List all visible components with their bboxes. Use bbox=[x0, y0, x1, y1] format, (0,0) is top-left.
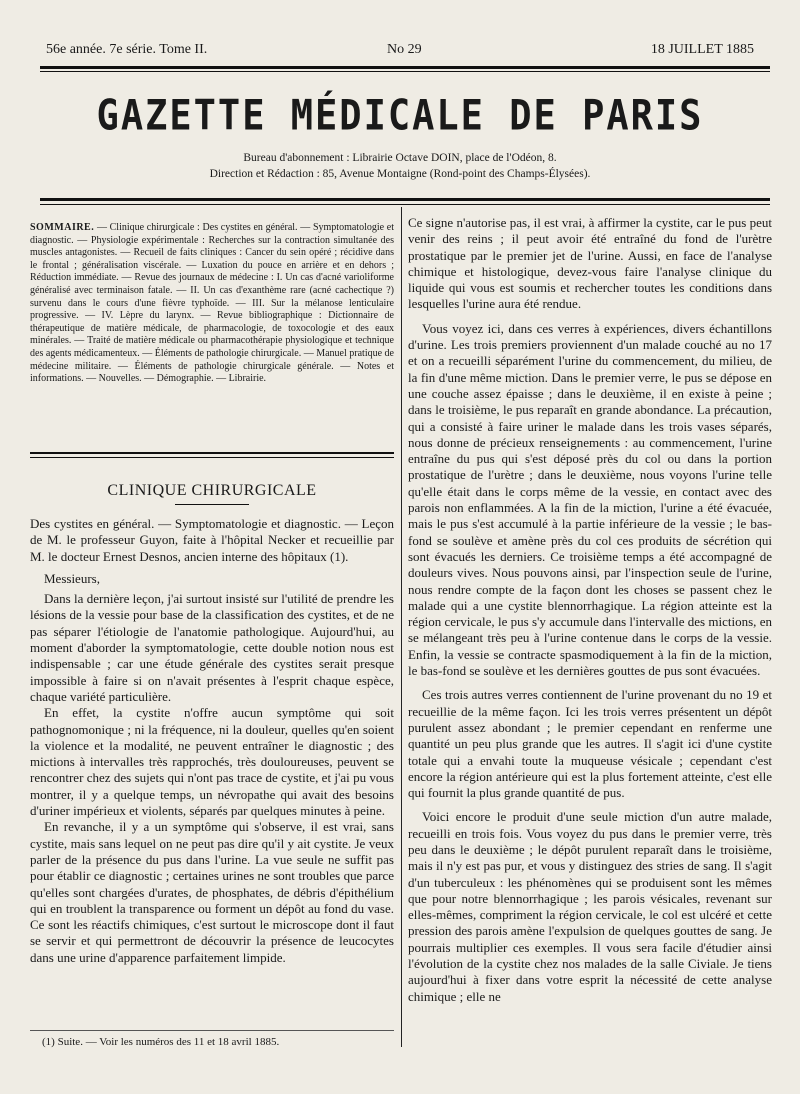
sommaire-rule bbox=[30, 452, 394, 454]
paragraph: Dans la dernière leçon, j'ai surtout insisté sur l'utilité de prendre les lésions de la vessie pour base de la classification des cystites, et de ne pas séparer l'étiologie de l'anatomie pathologique. Aujourd'hui, au moment d'aborder la symptomatologie, cette double notion nous est indispensable ; car une étude générale des cystites serait presque impossible à faire si on n'avait présentes à l'esprit chaque espèce, chaque variété particulière. bbox=[30, 591, 394, 704]
salutation: Messieurs, bbox=[44, 570, 100, 586]
sommaire-rule-thin bbox=[30, 457, 394, 458]
article-right-column bbox=[408, 215, 772, 1013]
paragraph: En effet, la cystite n'offre aucun symptôme qui soit pathognomonique ; ni la fréquence, ni la douleur, quelles qu'en soient la violence et la modalité, ne peuvent entraîner le diagnostic ; des mictions à intervalles très rapprochés, très douloureuses, peuvent se rencontrer chez des sujets qui n'ont pas trace de cystite, et j'ai pu vous montrer, il y a quelque temps, un névropathe qui avait des besoins d'uriner impérieux et violents, séparés par quelques minutes à peine. bbox=[30, 705, 394, 819]
footnote: (1) Suite. — Voir les numéros des 11 et 18 avril 1885. bbox=[42, 1036, 280, 1048]
direction-line: Direction et Rédaction : 85, Avenue Montaigne (Rond-point des Champs-Élysées). bbox=[209, 168, 591, 180]
paragraph: Ces trois autres verres contiennent de l'urine provenant du no 19 et recueillie de la même façon. Ici les trois verres présentent un dépôt purulent assez abondant ; le premier cependant en renferme une quantité un peu plus grande que les autres. Il s'agit ici d'une cystite totale qui a envahi toute la muqueuse vésicale ; cependant c'est encore la région antérieure qui est la plus fortement atteinte, c'est elle qui fournit la plus grande quantité de pus. bbox=[408, 687, 772, 801]
sommaire bbox=[30, 222, 394, 386]
article-left-column bbox=[30, 516, 394, 966]
masthead-rule bbox=[40, 198, 770, 201]
paragraph: Ce signe n'autorise pas, il est vrai, à affirmer la cystite, car le pus peut venir des reins ; il peut avoir été entraîné du fond de l'urètre prostatique par le premier jet de l'urine. Aussi, en face de l'analyse chimique et histologique, devez-vous faire l'analyse clinique du liquide qui vous est soumis et rechercher toutes les conditions dans lesquelles l'urine aura été rendue. bbox=[408, 215, 772, 312]
masthead-rule-thin bbox=[40, 204, 770, 205]
section-title-rule bbox=[175, 504, 249, 505]
issue-number: No 29 bbox=[387, 42, 422, 57]
header-rule-top-thin bbox=[40, 71, 770, 72]
footnote-rule bbox=[30, 1030, 394, 1031]
paragraph: Voici encore le produit d'une seule miction d'un autre malade, recueilli en trois fois. Vous voyez du pus dans le premier verre, très peu dans le deuxième ; le dépôt purulent reparaît dans le troisième, mais il n'y est pas pur, et vous y distinguez des stries de sang. Il s'agit d'un tuberculeux : les phénomènes qui se produisent sont les mêmes que pour notre blennorrhagique ; les parois vésicales, revenant sur elles-mêmes, compriment la région cervicale, le col est ulcéré et cette pression des parois amène l'expulsion de quelques gouttes de sang. Je pourrais multiplier ces exemples. Il vous sera facile d'étudier ainsi l'évolution de la cystite chez nos malades de la salle Civiale. Je tiens aujourd'hui à fixer dans votre esprit la nécessité de cette analyse chimique ; elle ne bbox=[408, 809, 772, 1004]
paragraph: Vous voyez ici, dans ces verres à expériences, divers échantillons d'urine. Les trois premiers proviennent d'un malade couché au no 17 et on a recueilli séparément l'urine du commencement, du milieu, de la fin d'une même miction. Dans le premier verre, le pus se dépose en une couche assez épaisse ; dans le deuxième, il en existe à peine ; dans le troisième, le pus reparaît en grande abondance. La précaution, qui a consisté à faire uriner le malade dans les trois vases séparés, nous donne de précieux renseignements : au commencement, l'urine entraîne du pus qui s'est déposé près du col ou dans la portion prostatique de l'urètre ; dans le deuxième, nous voyons l'urine telle qu'elle était dans le corps même de la vessie, en contact avec des parois non enflammées. A la fin de la miction, l'urine a été évacuée, mais le pus s'est accumulé à la partie inférieure de la vessie ; le bas-fond se soulève et amène près du col ces produits de sécrétion qui sont évacués les derniers. Ce troisième temps a été accompagné de douleurs vives. Nous pouvons ainsi, par l'inspection seule de l'urine, nous rendre compte de la façon dont les choses se passent chez le malade qui a une cystite blennorrhagique. La région atteinte est la région cervicale, le pus s'y accumule dans l'intervalle des mictions, en se mélangeant très peu à l'urine contenue dans le corps de la vessie. Enfin, la vessie se contracte spasmodiquement à la fin de la miction, le bas-fond se soulève et les dernières gouttes de pus sont évacuées. bbox=[408, 320, 772, 679]
bureau-line: Bureau d'abonnement : Librairie Octave DOIN, place de l'Odéon, 8. bbox=[243, 152, 557, 164]
sommaire-text: — Clinique chirurgicale : Des cystites en général. — Symptomatologie et diagnostic. — Physiologie expérimentale : Recherches sur la contraction simultanée des muscles antagonistes. — Recueil de faits cliniques : Cancer du sein opéré ; récidive dans le frontal ; généralisation viscérale. — Luxation du pouce en arrière et en dehors ; Réduction immédiate. — Revue des journaux de médecine : I. Un cas d'acné varioliforme généralisé avec terminaison fatale. — II. Un cas d'exanthème rare (acné cachectique ?) survenu dans le cours d'une fièvre typhoïde. — III. Sur la mélanose lenticulaire progressive. — IV. Lèpre du larynx. — Revue bibliographique : Dictionnaire de thérapeutique de matière médicale, de pharmacologie, de toxocologie et des eaux minérales. — Traité de matière médicale ou pharmacothérapie physiologique et technique des agents médicamenteux. — Éléments de pathologie chirurgicale. — Manuel pratique de médecine militaire. — Éléments de pathologie chirurgicale générale. — Notes et informations. — Nouvelles. — Démographie. — Librairie. bbox=[30, 222, 394, 385]
masthead-title: GAZETTE MÉDICALE DE PARIS bbox=[96, 91, 704, 140]
issue-date: 18 JUILLET 1885 bbox=[650, 42, 754, 57]
issue-line bbox=[46, 42, 754, 62]
header-rule-top bbox=[40, 66, 770, 69]
issue-volume: 56e année. 7e série. Tome II. bbox=[46, 42, 208, 57]
sommaire-label: SOMMAIRE. bbox=[30, 222, 95, 233]
column-divider bbox=[401, 207, 402, 1047]
section-title: CLINIQUE CHIRURGICALE bbox=[107, 482, 317, 499]
paragraph: En revanche, il y a un symptôme qui s'observe, il est vrai, sans cystite, mais sans lequel on ne peut pas dire qu'il y ait cystite. Je veux parler de la présence du pus dans l'urine. La vue seule ne suffit pas pour établir ce diagnostic ; certaines urines ne sont troubles que parce qu'elles sont chargées d'urates, de phosphates, de débris d'épithélium qui en troublent la transparence ou forment un dépôt au fond du vase. Ce sont les réactifs chimiques, c'est surtout le microscope dont il faut se servir et qui permettront de découvrir la présence de leucocytes dans une urine d'apparence parfaitement limpide. bbox=[30, 819, 394, 965]
article-intro: Des cystites en général. — Symptomatologie et diagnostic. — Leçon de M. le professeur Guyon, faite à l'hôpital Necker et recueillie par M. le docteur Ernest Desnos, ancien interne des hôpitaux (1). bbox=[30, 516, 394, 564]
